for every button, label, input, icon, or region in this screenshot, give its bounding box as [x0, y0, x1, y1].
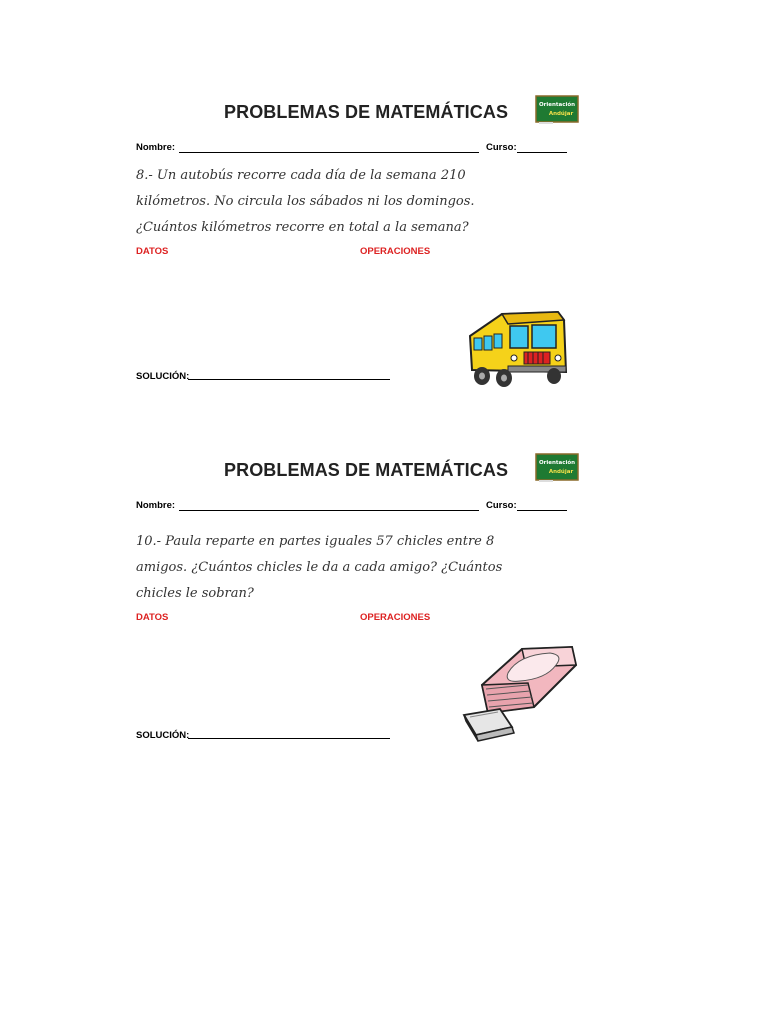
problem-text: 8.- Un autobús recorre cada día de la semana 210 kilómetros. No circula los sábados ni los domingos. ¿Cuántos kilómetros recorre en total a la semana?: [136, 168, 475, 235]
worksheet-title: PROBLEMAS DE MATEMÁTICAS: [224, 460, 509, 480]
solution-line[interactable]: [188, 738, 390, 739]
nombre-label: Nombre:: [136, 500, 176, 511]
nombre-line[interactable]: [179, 152, 479, 153]
name-course-row: [136, 500, 576, 514]
nombre-label: Nombre:: [136, 142, 176, 153]
curso-label: Curso:: [486, 142, 517, 153]
curso-label: Curso:: [486, 500, 517, 511]
operaciones-label: OPERACIONES: [360, 246, 431, 257]
name-course-row: [136, 142, 576, 156]
datos-label: DATOS: [136, 612, 169, 623]
solution-row: [136, 730, 189, 741]
datos-label: DATOS: [136, 246, 169, 257]
operaciones-label: OPERACIONES: [360, 612, 431, 623]
orientacion-andujar-logo: [535, 95, 579, 125]
svg-text:Orientación: Orientación: [538, 102, 576, 108]
solucion-label: SOLUCIÓN:: [136, 371, 190, 382]
problem-text: 10.- Paula reparte en partes iguales 57 chicles entre 8 amigos. ¿Cuántos chicles le da a cada amigo? ¿Cuántos chicles le sobran?: [136, 534, 503, 601]
svg-text:Orientación: Orientación: [538, 460, 576, 466]
svg-text:Andújar: Andújar: [548, 111, 574, 117]
school-bus-icon: [462, 306, 570, 392]
curso-line[interactable]: [517, 510, 567, 511]
nombre-line[interactable]: [179, 510, 479, 511]
curso-line[interactable]: [517, 152, 567, 153]
solution-row: [136, 371, 189, 382]
solucion-label: SOLUCIÓN:: [136, 730, 190, 741]
svg-text:Andújar: Andújar: [548, 469, 574, 475]
orientacion-andujar-logo: [535, 453, 579, 483]
chewing-gum-pack-icon: [460, 643, 580, 753]
worksheet-title: PROBLEMAS DE MATEMÁTICAS: [224, 102, 509, 122]
solution-line[interactable]: [188, 379, 390, 380]
